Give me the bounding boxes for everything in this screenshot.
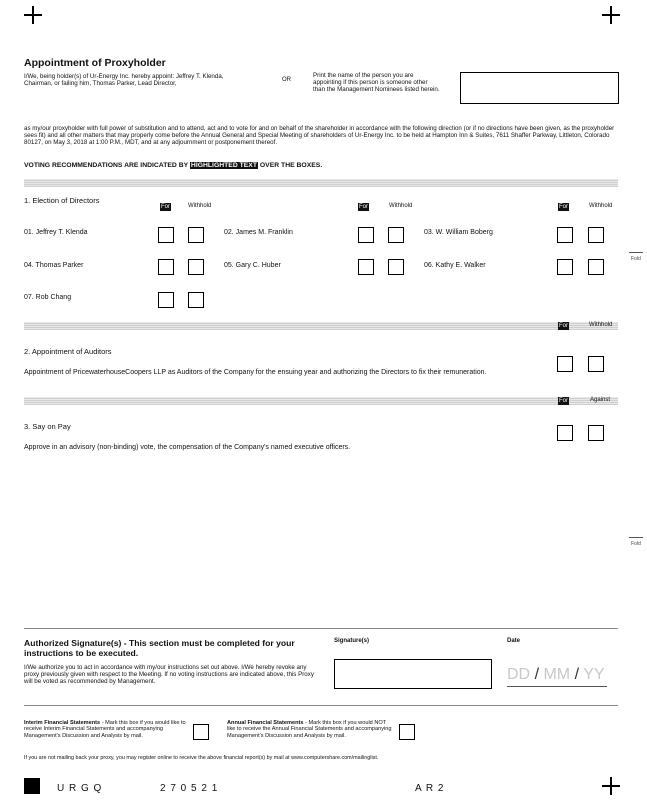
- fold-label: Fold: [631, 256, 641, 262]
- for-label-col3: For: [559, 204, 568, 210]
- director-name: 06. Kathy E. Walker: [424, 262, 486, 269]
- director-04-for-checkbox[interactable]: [158, 259, 174, 275]
- director-02-for-checkbox[interactable]: [358, 227, 374, 243]
- fold-line: [629, 537, 643, 538]
- say-on-pay-for-label: For: [559, 398, 568, 404]
- interim-text: [24, 720, 189, 739]
- registration-mark-top-right: [602, 6, 620, 24]
- date-separator: /: [534, 666, 540, 683]
- interim-title: Interim Financial Statements: [24, 720, 101, 726]
- director-06-for-checkbox[interactable]: [557, 259, 573, 275]
- fold-line: [629, 252, 643, 253]
- date-mm: MM: [543, 666, 571, 683]
- say-on-pay-against-checkbox[interactable]: [588, 425, 604, 441]
- auditors-for-label: For: [559, 323, 568, 329]
- say-on-pay-text: Approve in an advisory (non-binding) vote, the compensation of the Company's named executive officers.: [24, 444, 351, 451]
- director-name: 05. Gary C. Huber: [224, 262, 281, 269]
- or-label: OR: [282, 77, 291, 83]
- appoint-text: I/We, being holder(s) of Ur-Energy Inc. hereby appoint: Jeffrey T. Klenda, Chairman, or failing him, Thomas Parker, Lead Director,: [24, 73, 224, 87]
- director-name: 03. W. William Boberg: [424, 229, 493, 236]
- interim-financial-checkbox[interactable]: [193, 724, 209, 740]
- annual-description: - Mark this box if you would NOT like to receive the Annual Financial Statements and accompanying Management's Discussion and Analysis by mail.: [227, 720, 392, 739]
- voting-recommendations: [24, 162, 322, 169]
- page-title: Appointment of Proxyholder: [24, 57, 166, 69]
- director-01-withhold-checkbox[interactable]: [188, 227, 204, 243]
- mailing-note: If you are not mailing back your proxy, you may register online to receive the above financial report(s) by mail at www.computershare.com/mailinglist.: [24, 755, 379, 761]
- director-name: 04. Thomas Parker: [24, 262, 84, 269]
- interim-description: - Mark this box if you would like to receive Interim Financial Statements and accompanying Management's Discussion and Analysis by mail.: [24, 720, 186, 739]
- withhold-label-col2: Withhold: [389, 203, 413, 209]
- date-input[interactable]: [507, 666, 605, 684]
- registration-mark-top-left: [24, 6, 42, 24]
- auditors-heading: 2. Appointment of Auditors: [24, 347, 112, 356]
- shaded-divider: [24, 322, 618, 330]
- director-04-withhold-checkbox[interactable]: [188, 259, 204, 275]
- say-on-pay-heading: 3. Say on Pay: [24, 422, 71, 431]
- code-urgq: U R G Q: [57, 783, 103, 794]
- shaded-divider: [24, 397, 618, 405]
- director-06-withhold-checkbox[interactable]: [588, 259, 604, 275]
- withhold-label-col1: Withhold: [188, 203, 212, 209]
- director-07-withhold-checkbox[interactable]: [188, 292, 204, 308]
- say-on-pay-for-checkbox[interactable]: [557, 425, 573, 441]
- code-number: 2 7 0 5 2 1: [160, 783, 219, 794]
- code-ar2: A R 2: [415, 783, 445, 794]
- fold-label: Fold: [631, 541, 641, 547]
- proxy-paragraph: as my/our proxyholder with full power of substitution and to attend, act and to vote for and on behalf of the shareholder in accordance with the following direction (or if no directions have been given, as the proxyholder sees fit) and all other matters that may properly come before the Annual General and Special Meeting of shareholders of Ur-Energy Inc. to be held at Hampton Inn & Suites, 7611 Shaffer Parkway, Littleton, Colorado 80127, on May 3, 2018 at 1:00 P.M., MDT, and at any adjournment or postponement thereof.: [24, 125, 615, 146]
- for-label-col2: For: [359, 204, 368, 210]
- corner-block: [24, 778, 40, 794]
- date-underline: [507, 686, 607, 687]
- voting-rec-before: VOTING RECOMMENDATIONS ARE INDICATED BY: [24, 162, 189, 169]
- auditors-text: Appointment of PricewaterhouseCoopers LLP as Auditors of the Company for the ensuing year and authorizing the Directors to fix their remuneration.: [24, 369, 487, 376]
- director-01-for-checkbox[interactable]: [158, 227, 174, 243]
- shaded-divider: [24, 179, 618, 187]
- proxyholder-name-input[interactable]: [460, 72, 619, 104]
- annual-text: [227, 720, 392, 739]
- date-label: Date: [507, 638, 521, 644]
- date-yy: YY: [583, 666, 605, 683]
- for-label-col1: For: [161, 204, 170, 210]
- signature-label: Signature(s): [334, 638, 370, 644]
- director-name: 02. James M. Franklin: [224, 229, 293, 236]
- director-07-for-checkbox[interactable]: [158, 292, 174, 308]
- auditors-withhold-checkbox[interactable]: [588, 356, 604, 372]
- print-name-text: Print the name of the person you are appointing if this person is someone other than the Management Nominees listed herein.: [313, 72, 440, 93]
- auditors-withhold-label: Withhold: [589, 322, 613, 328]
- election-heading: 1. Election of Directors: [24, 196, 100, 205]
- signature-divider: [24, 628, 618, 629]
- director-03-for-checkbox[interactable]: [557, 227, 573, 243]
- director-05-withhold-checkbox[interactable]: [388, 259, 404, 275]
- registration-mark-bottom-right: [602, 777, 620, 795]
- financial-divider: [24, 705, 618, 706]
- director-name: 07. Rob Chang: [24, 294, 72, 301]
- director-05-for-checkbox[interactable]: [358, 259, 374, 275]
- withhold-label-col3: Withhold: [589, 203, 613, 209]
- signature-input[interactable]: [334, 659, 492, 689]
- signature-heading: Authorized Signature(s) - This section must be completed for your instructions to be executed.: [24, 638, 295, 658]
- signature-text: I/We authorize you to act in accordance with my/our instructions set out above. I/We hereby revoke any proxy previously given with respect to the Meeting. If no voting instructions are indicated above, this Proxy will be voted as recommended by Management.: [24, 664, 314, 685]
- auditors-for-checkbox[interactable]: [557, 356, 573, 372]
- director-02-withhold-checkbox[interactable]: [388, 227, 404, 243]
- director-03-withhold-checkbox[interactable]: [588, 227, 604, 243]
- date-dd: DD: [507, 666, 531, 683]
- voting-rec-after: OVER THE BOXES.: [259, 162, 323, 169]
- annual-financial-checkbox[interactable]: [399, 724, 415, 740]
- say-on-pay-against-label: Against: [590, 397, 611, 403]
- voting-rec-highlight: HIGHLIGHTED TEXT: [190, 162, 257, 169]
- date-separator: /: [574, 666, 580, 683]
- director-name: 01. Jeffrey T. Klenda: [24, 229, 88, 236]
- annual-title: Annual Financial Statements: [227, 720, 304, 726]
